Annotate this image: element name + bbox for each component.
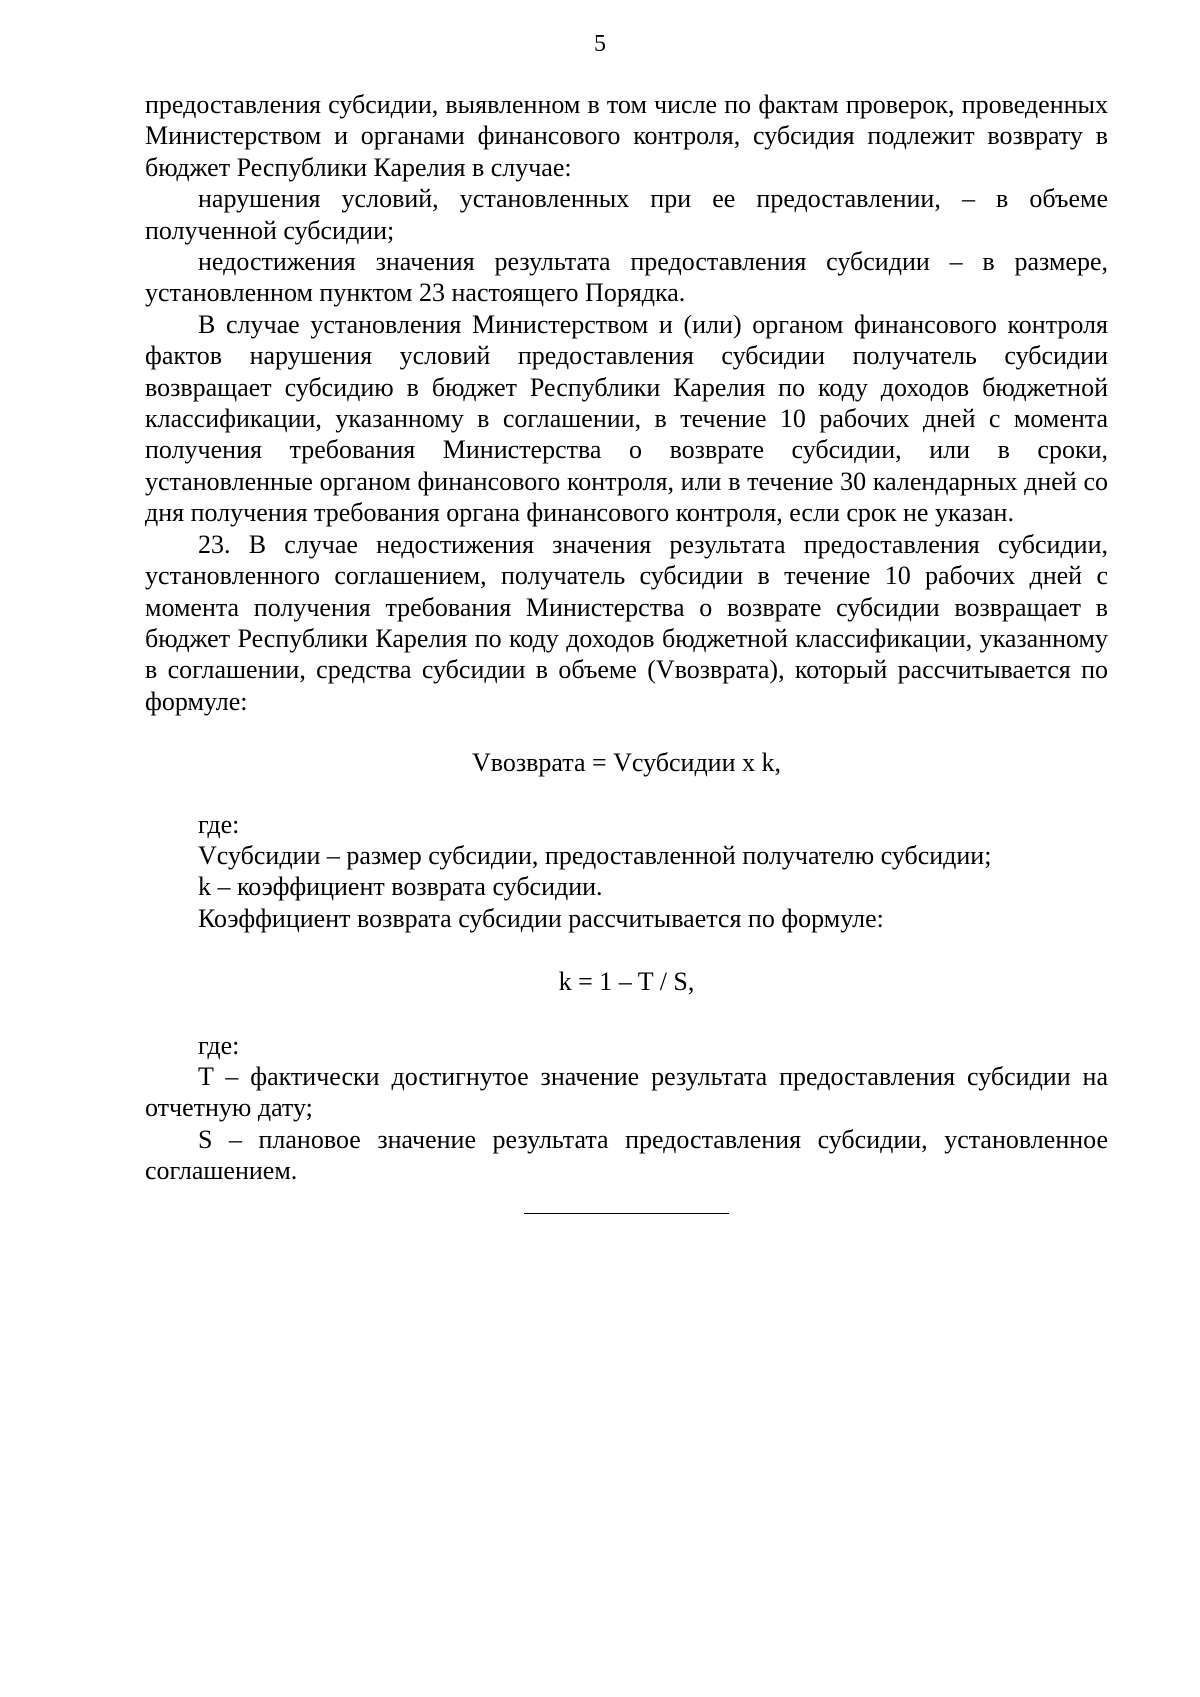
end-of-document-rule — [524, 1213, 729, 1214]
paragraph-return-procedure: В случае установления Министерством и (или) органом финансового контроля фактов нарушения условий предоставления субсидии получатель субсидии возвращает субсидию в бюджет Республики Карелия по коду доходов бюджетной классификации, указанному в соглашении, в течение 10 рабочих дней с момента получения требования Министерства о возврате субсидии, или в сроки, установленные органом финансового контроля, или в течение 30 календарных дней со дня получения требования органа финансового контроля, если срок не указан. — [145, 309, 1108, 528]
formula-return-coefficient: k = 1 – T / S, — [558, 967, 695, 997]
paragraph-v-subsidy-definition: Vсубсидии – размер субсидии, предоставленной получателю субсидии; — [198, 840, 992, 870]
paragraph-item-23: 23. В случае недостижения значения результата предоставления субсидии, установленного соглашением, получатель субсидии в течение 10 рабочих дней с момента получения требования Министерства о возврате субсидии возвращает в бюджет Республики Карелия по коду доходов бюджетной классификации, указанному в соглашении, средства субсидии в объеме (Vвозврата), который рассчитывается по формуле: — [145, 529, 1108, 716]
text-block-3 — [145, 1030, 1108, 1187]
paragraph-k-definition: k – коэффициент возврата субсидии. — [198, 872, 603, 902]
paragraph-where: где: — [198, 809, 240, 839]
paragraph-k-formula-intro: Коэффициент возврата субсидии рассчитывается по формуле: — [198, 903, 884, 933]
formula-return-volume: Vвозврата = Vсубсидии x k, — [471, 748, 782, 778]
paragraph-continuation: предоставления субсидии, выявленном в том числе по фактам проверок, проведенных Министерством и органами финансового контроля, субсидия подлежит возврату в бюджет Республики Карелия в случае: — [145, 90, 1108, 182]
page-number: 5 — [594, 31, 606, 57]
paragraph-non-achievement: недостижения значения результата предоставления субсидии – в размере, установленном пунктом 23 настоящего Порядка. — [145, 247, 1108, 308]
text-block-2 — [145, 809, 1108, 935]
paragraph-violation-conditions: нарушения условий, установленных при ее предоставлении, – в объеме полученной субсидии; — [145, 184, 1108, 245]
paragraph-t-definition: T – фактически достигнутое значение результата предоставления субсидии на отчетную дату; — [145, 1061, 1108, 1123]
paragraph-s-definition: S – плановое значение результата предоставления субсидии, установленное соглашением. — [145, 1124, 1108, 1186]
text-block-1 — [145, 89, 1108, 717]
paragraph-where: где: — [198, 1030, 240, 1060]
document-body — [145, 89, 1108, 1214]
